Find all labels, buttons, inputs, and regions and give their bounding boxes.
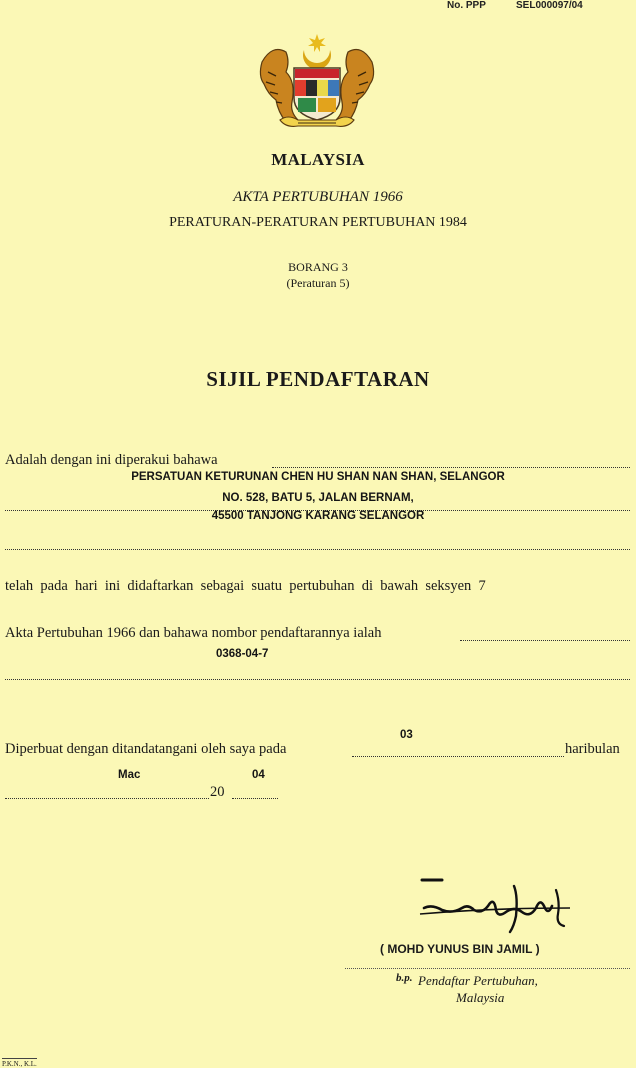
signing-statement: Diperbuat dengan ditandatangani oleh saya pada: [5, 741, 287, 757]
country-heading: MALAYSIA: [271, 150, 365, 169]
registration-statement: telah pada hari ini didaftarkan sebagai suatu pertubuhan di bawah seksyen 7: [5, 578, 486, 594]
act-heading: AKTA PERTUBUHAN 1966: [233, 189, 403, 205]
signing-year: 04: [252, 769, 265, 781]
dotted-line: [232, 798, 278, 799]
regulation-reference: (Peraturan 5): [286, 276, 350, 290]
reference-label: No. PPP: [447, 0, 486, 11]
dotted-line: [5, 549, 630, 550]
certification-text: Adalah dengan ini diperakui bahawa: [5, 452, 218, 468]
registration-number: 0368-04-7: [216, 648, 269, 660]
dotted-line: [460, 640, 630, 641]
reference-number: SEL000097/04: [516, 0, 583, 11]
coat-of-arms-icon: [254, 32, 380, 134]
society-address-line2: 45500 TANJONG KARANG SELANGOR: [211, 510, 425, 522]
signing-month: Mac: [118, 769, 141, 781]
dotted-line: [272, 467, 630, 468]
haribulan-label: haribulan: [565, 741, 620, 757]
certificate-title: SIJIL PENDAFTARAN: [206, 367, 430, 391]
printer-mark: P.K.N., K.L.: [2, 1060, 37, 1068]
registrar-title: Pendaftar Pertubuhan,: [418, 973, 538, 988]
signing-day: 03: [400, 729, 413, 741]
society-address-line1: NO. 528, BATU 5, JALAN BERNAM,: [222, 492, 414, 504]
dotted-line: [352, 756, 564, 757]
signature-rule: [345, 968, 630, 969]
dotted-line: [5, 798, 209, 799]
regulations-heading: PERATURAN-PERATURAN PERTUBUHAN 1984: [169, 215, 467, 230]
form-number: BORANG 3: [288, 260, 348, 274]
signature-image: [414, 876, 584, 934]
act-statement: Akta Pertubuhan 1966 dan bahawa nombor pendaftarannya ialah: [5, 625, 382, 641]
dotted-line: [5, 679, 630, 680]
year-prefix: 20: [210, 784, 225, 800]
signatory-name: ( MOHD YUNUS BIN JAMIL ): [380, 942, 540, 956]
registrar-country: Malaysia: [456, 990, 505, 1005]
society-name: PERSATUAN KETURUNAN CHEN HU SHAN NAN SHAN, SELANGOR: [131, 471, 505, 483]
bp-label: b.p.: [396, 972, 413, 984]
